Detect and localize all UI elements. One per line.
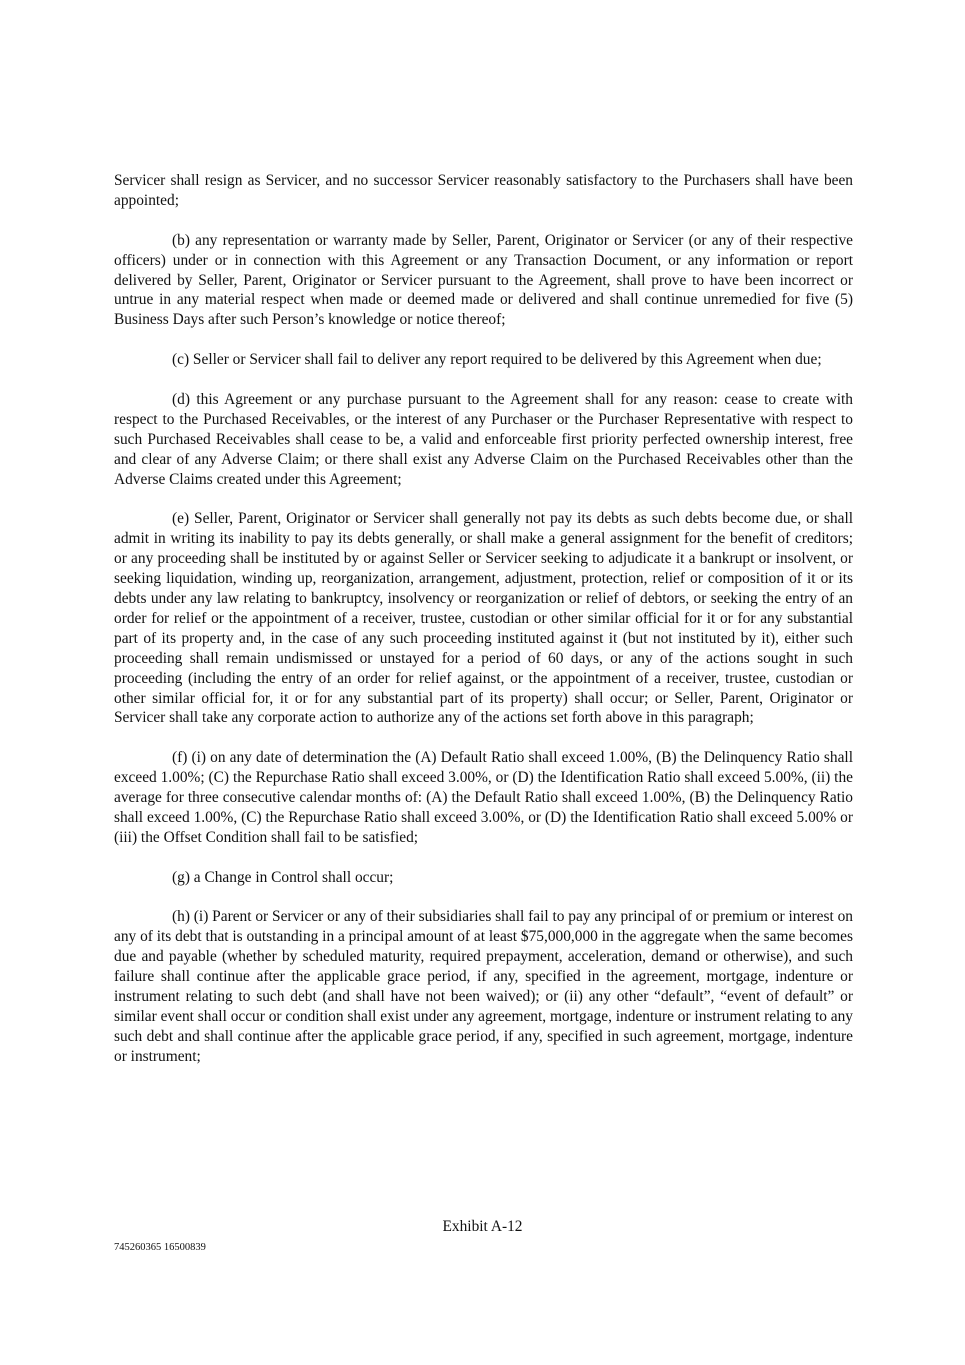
paragraph-g: (g) a Change in Control shall occur;: [172, 868, 394, 886]
paragraph-h: (h) (i) Parent or Servicer or any of their subsidiaries shall fail to pay any principal of or premium or interest on any of its debt that is outstanding in a principal amount of at least $75,000,000 in the aggregate when the same becomes due and payable (whether by scheduled maturity, required prepayment, acceleration, demand or otherwise), and such failure shall continue after the applicable grace period, if any, specified in the agreement, mortgage, indenture or instrument relating to such debt (and shall have not been waived); or (ii) any other “default”, “event of default” or similar event shall occur or condition shall exist under any agreement, mortgage, indenture or instrument relating to any such debt and shall continue after the applicable grace period, if any, specified in such agreement, mortgage, indenture or instrument;: [114, 908, 853, 1065]
paragraph-b: (b) any representation or warranty made by Seller, Parent, Originator or Servicer (or any of their respective officers) under or in connection with this Agreement or any Transaction Document, or any information or report delivered by Seller, Parent, Originator or Servicer pursuant to the Agreement, shall prove to have been incorrect or untrue in any material respect when made or deemed made or delivered and shall continue unremedied for five (5) Business Days after such Person’s knowledge or notice thereof;: [114, 231, 853, 329]
paragraph-f: (f) (i) on any date of determination the (A) Default Ratio shall exceed 1.00%, (B) the Delinquency Ratio shall exceed 1.00%; (C) the Repurchase Ratio shall exceed 3.00%, or (D) the Identification Ratio shall exceed 5.00%, (ii) the average for three consecutive calendar months of: (A) the Default Ratio shall exceed 1.00%, (B) the Delinquency Ratio shall exceed 1.00%, (C) the Repurchase Ratio shall exceed 3.00%, or (D) the Identification Ratio shall exceed 5.00% or (iii) the Offset Condition shall fail to be satisfied;: [114, 749, 853, 846]
paragraph-c: (c) Seller or Servicer shall fail to deliver any report required to be delivered by this Agreement when due;: [172, 351, 822, 369]
document-body: [114, 171, 853, 1067]
paragraph-e: (e) Seller, Parent, Originator or Servicer shall generally not pay its debts as such debts become due, or shall admit in writing its inability to pay its debts generally, or shall make a general assignment for the benefit of creditors; or any proceeding shall be instituted by or against Seller or Servicer seeking to adjudicate it a bankrupt or insolvent, or seeking liquidation, winding up, reorganization, arrangement, adjustment, protection, relief or composition of it or its debts under any law relating to bankruptcy, insolvency or reorganization or relief of debtors, or seeking the entry of an order for relief or the appointment of a receiver, trustee, custodian or other similar official for it or for any substantial part of its property and, in the case of any such proceeding instituted against it (but not instituted by it), either such proceeding shall remain undismissed or unstayed for a period of 60 days, or any of the actions sought in such proceeding (including the entry of an order for relief against, or the appointment of a receiver, trustee, custodian or other similar official for, it or for any substantial part of its property) shall occur; or Seller, Parent, Originator or Servicer shall take any corporate action to authorize any of the actions set forth above in this paragraph;: [114, 510, 853, 727]
document-id: 745260365 16500839: [114, 1242, 206, 1253]
paragraph-d: (d) this Agreement or any purchase pursuant to the Agreement shall for any reason: cease to create with respect to the Purchased Receivables, or the interest of any Purchaser or the Purchaser Representative with respect to such Purchased Receivables shall cease to be, a valid and enforceable first priority perfected ownership interest, free and clear of any Adverse Claim; or there shall exist any Adverse Claim on the Purchased Receivables other than the Adverse Claims created under this Agreement;: [114, 390, 853, 488]
page-label: Exhibit A-12: [442, 1218, 523, 1235]
paragraph-continuation: Servicer shall resign as Servicer, and no successor Servicer reasonably satisfactory to the Purchasers shall have been appointed;: [114, 172, 853, 209]
